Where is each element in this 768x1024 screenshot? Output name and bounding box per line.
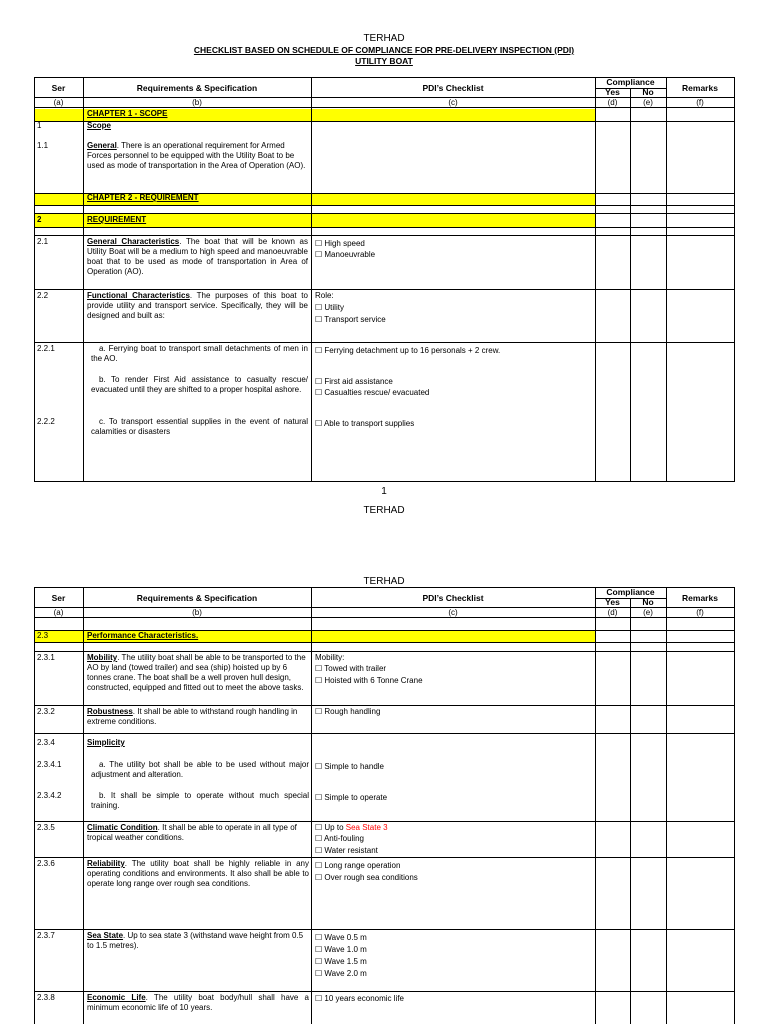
checkbox-first-aid[interactable]: ☐ First aid assistance [315,377,393,386]
general-lead: General [87,141,117,150]
col-header-ser-p2: Ser [51,593,66,603]
ser-2-3-4-2: 2.3.4.2 [37,791,62,800]
col-header-yes: Yes [605,87,620,97]
sea-state-text: . Up to sea state 3 (withstand wave height from 0.5 to 1.5 metres). [87,931,304,950]
simplicity-item-b: b. It shall be simple to operate without much special training. [91,791,309,810]
col-header-checklist: PDI’s Checklist [422,83,484,93]
functional-characteristics-paragraph [87,291,308,321]
col-header-remarks: Remarks [682,83,718,93]
checkbox-transport-supplies[interactable]: ☐ Able to transport supplies [315,419,415,428]
chapter-2-heading: CHAPTER 2 - REQUIREMENT [87,193,199,202]
ser-2-3: 2.3 [37,631,49,640]
sea-state-paragraph [87,931,309,951]
checkbox-wave-1-0[interactable]: ☐ Wave 1.0 m [315,945,367,954]
requirement-heading: REQUIREMENT [87,215,147,224]
performance-heading: Performance Characteristics. [87,631,199,640]
mobility-paragraph [87,653,309,693]
col-header-checklist-p2: PDI’s Checklist [422,593,484,603]
checkbox-anti-fouling[interactable]: ☐ Anti-fouling [315,834,364,843]
general-characteristics-paragraph [87,237,308,277]
ser-2-3-4: 2.3.4 [37,738,55,747]
checkbox-ferrying-detachment[interactable]: ☐ Ferrying detachment up to 16 personals + 2 crew. [315,346,501,355]
checkbox-wave-0-5[interactable]: ☐ Wave 0.5 m [315,933,367,942]
ser-2-2-2: 2.2.2 [37,417,55,426]
general-characteristics-lead: General Characteristics [87,237,180,246]
simplicity-lead: Simplicity [87,738,125,747]
mobility-label: Mobility: [315,653,345,662]
ser-2-3-8: 2.3.8 [37,993,55,1002]
classification-header: TERHAD [363,33,405,44]
classification-footer: TERHAD [363,505,405,516]
checklist-table-page-1 [34,77,735,482]
sea-state-lead: Sea State [87,931,124,940]
col-header-compliance-p2: Compliance [606,587,655,597]
document-title: CHECKLIST BASED ON SCHEDULE OF COMPLIANCE FOR PRE-DELIVERY INSPECTION (PDI) [193,45,575,55]
checkbox-manoeuvrable[interactable]: ☐ Manoeuvrable [315,250,376,259]
col-label-d: (d) [607,98,618,107]
col-label-a: (a) [53,98,64,107]
document-subtitle: UTILITY BOAT [355,56,413,66]
economic-life-lead: Economic Life [87,993,146,1002]
ser-2-3-4-1: 2.3.4.1 [37,760,62,769]
first-aid-item: b. To render First Aid assistance to casualty rescue/ evacuated until they are shifted to a proper hospital ashore. [91,375,308,394]
page-number: 1 [381,486,387,497]
general-characteristics-text: . The boat that will be known as Utility Boat will be a medium to high speed and manoeuvrable boat that to be used as mode of transportation in Area of Operation (AO). [87,237,308,276]
simplicity-item-a: a. The utility bot shall be able to be used without major adjustment and alteration. [91,760,309,779]
col-label-f-p2: (f) [696,608,704,617]
col-header-requirements-p2: Requirements & Specification [136,593,258,603]
checkbox-high-speed[interactable]: ☐ High speed [315,239,365,248]
col-label-f: (f) [696,98,704,107]
col-label-c: (c) [448,98,458,107]
reliability-text: . The utility boat shall be highly reliable in any operating conditions and environments. It also shall be able to operate long range over rough sea conditions. [87,859,309,888]
functional-characteristics-text: . The purposes of this boat to provide utility and transport service. Specifically, they will be designed and built as: [87,291,308,320]
ser-2: 2 [37,215,42,224]
checkbox-long-range[interactable]: ☐ Long range operation [315,861,401,870]
col-header-ser: Ser [51,83,66,93]
ser-2-3-2: 2.3.2 [37,707,55,716]
economic-life-paragraph [87,993,309,1013]
col-header-yes-p2: Yes [605,597,620,607]
col-label-e-p2: (e) [643,608,653,617]
mobility-text: . The utility boat shall be able to be transported to the AO by land (towed trailer) and sea (ship) hoisted up by 6 tonnes crane. The boat shall be a well proven hull design, constructed, equipped and fitted out to meet the above tasks. [87,653,306,692]
col-label-b-p2: (b) [192,608,202,617]
page-2 [0,515,768,1024]
general-paragraph [87,141,307,171]
ser-2-3-6: 2.3.6 [37,859,55,868]
checkbox-rough-sea[interactable]: ☐ Over rough sea conditions [315,873,418,882]
checkbox-rough-handling[interactable]: ☐ Rough handling [315,707,381,716]
functional-characteristics-lead: Functional Characteristics [87,291,190,300]
ser-1-1: 1.1 [37,141,49,150]
robustness-paragraph [87,707,309,727]
chapter-1-heading: CHAPTER 1 - SCOPE [87,109,168,118]
col-label-e: (e) [643,98,653,107]
ser-2-3-7: 2.3.7 [37,931,55,940]
sea-state-prefix: ☐ Up to [315,823,346,832]
checkbox-simple-handle[interactable]: ☐ Simple to handle [315,762,384,771]
checkbox-simple-operate[interactable]: ☐ Simple to operate [315,793,388,802]
checkbox-casualties-rescue[interactable]: ☐ Casualties rescue/ evacuated [315,388,430,397]
role-label: Role: [315,291,334,300]
col-header-no: No [642,87,654,97]
checkbox-economic-life[interactable]: ☐ 10 years economic life [315,994,404,1003]
col-label-b: (b) [192,98,202,107]
col-label-d-p2: (d) [607,608,618,617]
checkbox-towed-trailer[interactable]: ☐ Towed with trailer [315,664,387,673]
reliability-paragraph [87,859,309,889]
checkbox-sea-state-3[interactable] [315,823,388,833]
col-header-remarks-p2: Remarks [682,593,718,603]
robustness-text: . It shall be able to withstand rough handling in extreme conditions. [87,707,298,726]
checkbox-hoisted-crane[interactable]: ☐ Hoisted with 6 Tonne Crane [315,676,423,685]
ferrying-boat-item: a. Ferrying boat to transport small detachments of men in the AO. [91,344,308,363]
col-label-a-p2: (a) [53,608,64,617]
checkbox-wave-2-0[interactable]: ☐ Wave 2.0 m [315,969,367,978]
col-header-compliance: Compliance [606,77,655,87]
climatic-lead: Climatic Condition [87,823,158,832]
col-header-requirements: Requirements & Specification [136,83,258,93]
ser-2-3-5: 2.3.5 [37,823,55,832]
climatic-paragraph [87,823,309,843]
ser-2-1: 2.1 [37,237,49,246]
reliability-lead: Reliability [87,859,125,868]
checkbox-water-resistant[interactable]: ☐ Water resistant [315,846,378,855]
ser-1: 1 [37,121,42,130]
ser-2-2-1: 2.2.1 [37,344,55,353]
col-header-no-p2: No [642,597,654,607]
ser-2-2: 2.2 [37,291,49,300]
essential-supplies-item: c. To transport essential supplies in the event of natural calamities or disasters [91,417,308,436]
ser-2-3-1: 2.3.1 [37,653,55,662]
checkbox-wave-1-5[interactable]: ☐ Wave 1.5 m [315,957,367,966]
checklist-table-page-2 [34,587,735,1024]
climatic-text: . It shall be able to operate in all type of tropical weather conditions. [87,823,297,842]
robustness-lead: Robustness [87,707,133,716]
classification-header-page-2: TERHAD [363,576,405,587]
sea-state-highlight: Sea State 3 [345,823,388,832]
general-text: . There is an operational requirement for Armed Forces personnel to be equipped with the Utility Boat to be used as mode of transportation in the Area of Operation (AO). [87,141,306,170]
checkbox-utility[interactable]: ☐ Utility [315,303,344,312]
mobility-lead: Mobility [87,653,118,662]
scope-heading: Scope [87,121,112,130]
simplicity-heading [87,738,125,748]
col-label-c-p2: (c) [448,608,458,617]
economic-life-text: . The utility boat body/hull shall have a minimum economic life of 10 years. [87,993,309,1012]
checkbox-transport-service[interactable]: ☐ Transport service [315,315,386,324]
